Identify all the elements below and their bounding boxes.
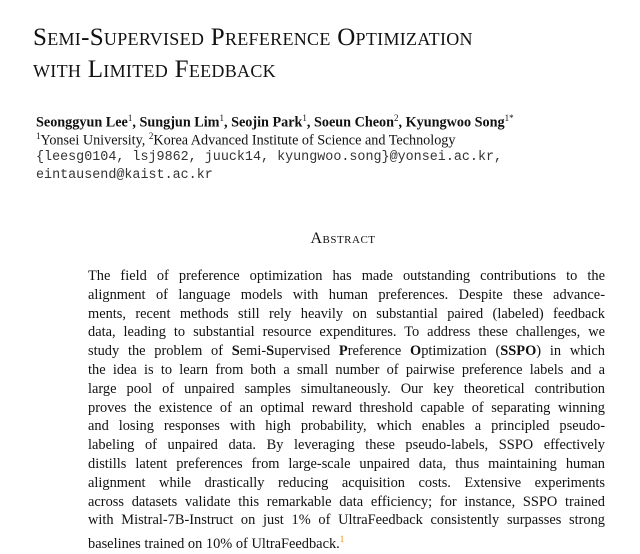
abstract-line (88, 436, 605, 455)
abstract-body (88, 267, 605, 552)
author-name: Sungjun Lim (139, 114, 220, 131)
abstract-line (88, 342, 605, 361)
bold-text: P (338, 343, 348, 360)
abstract-line (88, 511, 605, 530)
author-affiliation-mark: 1 (127, 113, 133, 123)
author-affiliation-mark: 1 (302, 113, 307, 123)
affiliations (36, 131, 456, 150)
abstract-text: ) in which (536, 343, 605, 360)
abstract-line (88, 323, 605, 342)
abstract-text: reference (347, 343, 410, 360)
abstract-heading: Abstract (310, 230, 376, 247)
abstract-line (88, 474, 605, 493)
author-list: Seonggyun Lee$^1$, Sungjun Lim$^1$, Seojin Park$^1$, Soeun Cheon$^2$, Kyungwoo Song$^{1*}$ (36, 113, 514, 131)
abstract-text: baselines trained on 10% of UltraFeedback. (88, 535, 340, 552)
bold-text: S (231, 343, 240, 360)
abstract-text: proves the existence of an optimal reward threshold capable of separating winning (88, 399, 605, 416)
author-name: Seonggyun Lee (36, 114, 128, 131)
abstract-text: ments, recent methods still rely heavily on substantial paired (labeled) feedback (88, 305, 605, 322)
abstract-line (88, 361, 605, 380)
abstract-line (88, 399, 605, 418)
abstract-line (88, 493, 605, 512)
abstract-text: alignment while drastically reducing acquisition costs. Extensive experiments (88, 474, 605, 491)
bold-text: S (266, 343, 275, 360)
abstract-text: ptimization ( (421, 343, 501, 360)
abstract-text: upervised (274, 343, 339, 360)
abstract-line (88, 417, 605, 436)
abstract-line (88, 455, 605, 474)
bold-text: O (409, 343, 422, 360)
author-emails: eintausend@kaist.ac.kr (36, 168, 213, 183)
author-name: Soeun Cheon (314, 114, 395, 131)
abstract-line (88, 267, 605, 286)
abstract-text: across datasets validate this remarkable data efficiency; for instance, SSPO trained (88, 493, 605, 510)
bold-text: SSPO (500, 343, 537, 360)
affiliation-name: Korea Advanced Institute of Science and Technology (153, 132, 456, 149)
author-affiliation-mark: 1 (219, 113, 224, 123)
abstract-text: labeling of unpaired data. By leveraging these pseudo-labels, SSPO effectively (88, 437, 605, 454)
abstract-text: emi- (239, 343, 267, 360)
abstract-text: study the problem of (88, 343, 232, 360)
affiliation-mark: 2 (148, 131, 154, 141)
abstract-text: the idea is to learn from both a small number of pairwise preference labels and a (88, 361, 605, 378)
abstract-line (88, 380, 605, 399)
author-affiliation-mark: 2 (394, 113, 399, 123)
abstract-text: distills latent preferences from large-scale unpaired data, thus maintaining human (88, 455, 605, 472)
abstract-text: and losing responses with high probability, which enables a principled pseudo- (88, 418, 605, 435)
abstract-line (88, 286, 605, 305)
author-emails: {leesg0104, lsj9862, juuck14, kyungwoo.song}@yonsei.ac.kr, (36, 150, 503, 165)
abstract-text: alignment of language models with human preferences. Despite these advance- (88, 286, 605, 303)
abstract-line (88, 305, 605, 324)
abstract-text: large pool of unpaired samples simultaneously. Our key theoretical contribution (88, 380, 605, 397)
abstract-text: The field of preference optimization has made outstanding contributions to the (88, 268, 605, 284)
author-name: Kyungwoo Song (405, 114, 505, 131)
paper-title-line-2: with Limited Feedback (33, 56, 276, 83)
author-name: Seojin Park (231, 114, 303, 131)
affiliation-name: Yonsei University, (40, 132, 146, 149)
paper-title-line-1: Semi-Supervised Preference Optimization (33, 24, 473, 51)
author-affiliation-mark: 1* (504, 113, 514, 123)
abstract-text: with Mistral-7B-Instruct on just 1% of UltraFeedback consistently surpasses strong (88, 512, 605, 529)
footnote-link[interactable]: 1 (339, 534, 345, 545)
affiliation-mark: 1 (36, 131, 41, 141)
abstract-line (88, 530, 605, 552)
abstract-text: data, leading to substantial resource expenditures. To address these challenges, we (88, 324, 605, 341)
